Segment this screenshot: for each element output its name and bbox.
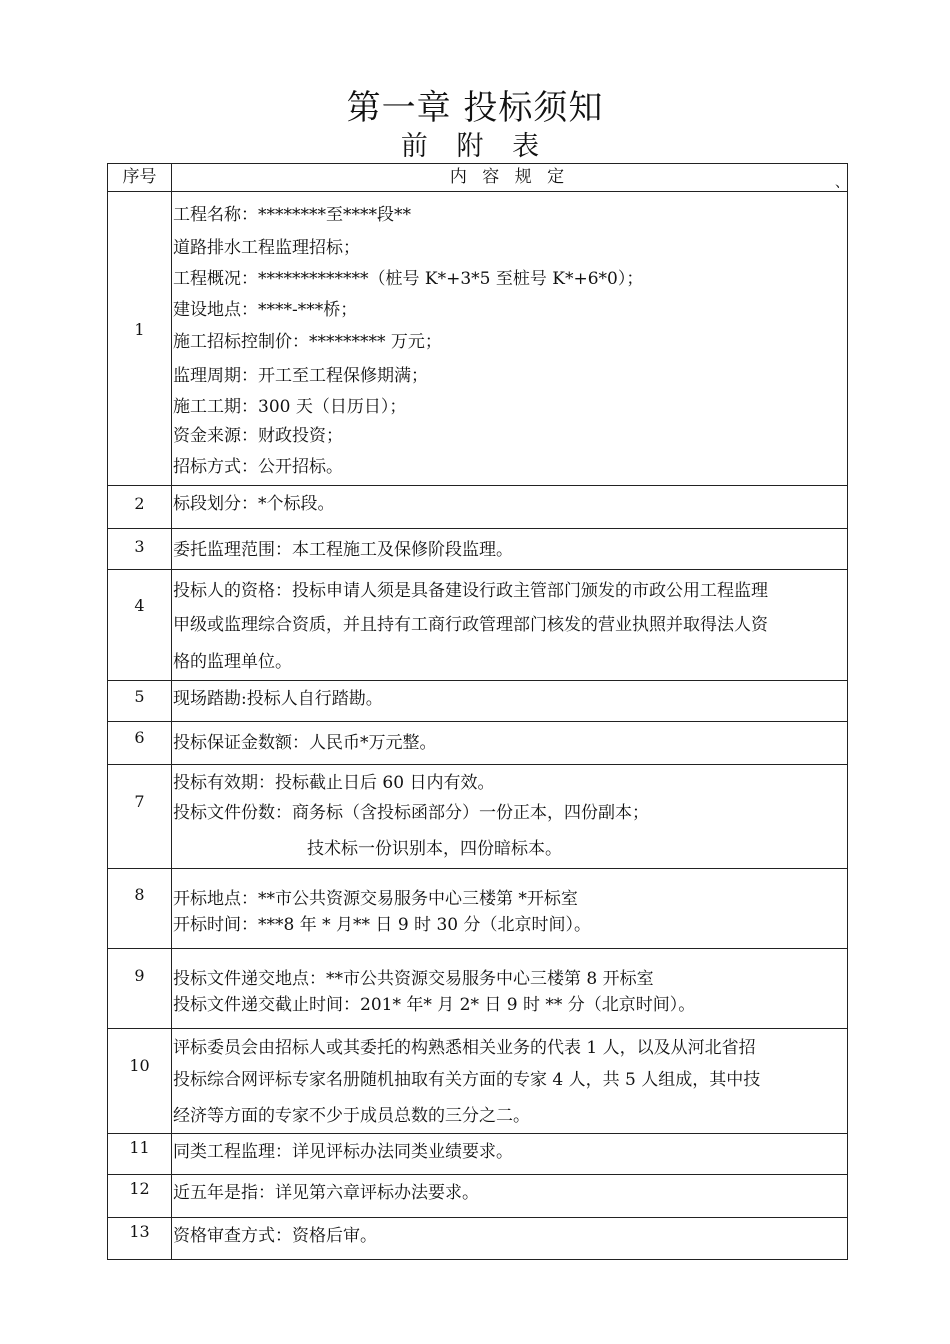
- table-row: [108, 765, 848, 869]
- header-mark: 、: [835, 175, 849, 191]
- table-row: [108, 486, 848, 529]
- row-number: 7: [108, 765, 172, 869]
- table-header-row: [108, 164, 848, 192]
- row-content: [172, 1218, 848, 1260]
- row-content: [172, 486, 848, 529]
- content-line: 投标保证金数额：人民币*万元整。: [173, 733, 437, 753]
- content-line: 委托监理范围：本工程施工及保修阶段监理。: [173, 540, 513, 560]
- chapter-title: 第一章 投标须知: [346, 88, 604, 128]
- content-line: 开标地点：**市公共资源交易服务中心三楼第 *开标室: [173, 889, 578, 909]
- table-row: [108, 192, 848, 486]
- content-line: 资格审查方式：资格后审。: [173, 1226, 377, 1246]
- row-content: [172, 1175, 848, 1218]
- content-line: 格的监理单位。: [173, 652, 292, 672]
- row-content: [172, 722, 848, 765]
- row-content: [172, 192, 848, 486]
- content-line: 经济等方面的专家不少于成员总数的三分之二。: [173, 1106, 530, 1126]
- content-line: 投标人的资格：投标申请人须是具备建设行政主管部门颁发的市政公用工程监理: [173, 581, 768, 601]
- content-line: 资金来源：财政投资；: [173, 426, 343, 446]
- content-line: 开标时间：***8 年 * 月** 日 9 时 30 分（北京时间）。: [173, 915, 591, 935]
- content-line: 投标文件递交地点：**市公共资源交易服务中心三楼第 8 开标室: [173, 969, 654, 989]
- content-line: 招标方式：公开招标。: [173, 457, 343, 477]
- content-line: 施工招标控制价：********* 万元；: [173, 332, 442, 352]
- table-title: 前 附 表: [400, 131, 550, 162]
- content-line: 监理周期：开工至工程保修期满；: [173, 366, 428, 386]
- content-line: 同类工程监理：详见评标办法同类业绩要求。: [173, 1142, 513, 1162]
- table-row: [108, 949, 848, 1029]
- content-line: 道路排水工程监理招标；: [173, 238, 360, 258]
- content-line: 工程概况：*************（桩号 K*+3*5 至桩号 K*+6*0）；: [173, 269, 644, 289]
- content-line: 现场踏勘:投标人自行踏勘。: [173, 689, 383, 709]
- row-content: [172, 570, 848, 681]
- row-number: 11: [108, 1134, 172, 1175]
- row-content: [172, 681, 848, 722]
- table-row: [108, 1218, 848, 1260]
- content-line: 投标综合网评标专家名册随机抽取有关方面的专家 4 人，共 5 人组成，其中技: [173, 1070, 761, 1090]
- content-line: 建设地点：****-***桥；: [173, 300, 358, 320]
- appendix-table: [107, 163, 848, 1260]
- table-row: [108, 570, 848, 681]
- content-line: 投标文件递交截止时间：201* 年* 月 2* 日 9 时 ** 分（北京时间）。: [173, 995, 696, 1015]
- header-content: [172, 164, 848, 192]
- row-number: 12: [108, 1175, 172, 1218]
- content-line: 标段划分：*个标段。: [173, 494, 335, 514]
- content-line: 甲级或监理综合资质，并且持有工商行政管理部门核发的营业执照并取得法人资: [173, 615, 768, 635]
- row-content: [172, 765, 848, 869]
- content-line: 投标文件份数：商务标（含投标函部分）一份正本，四份副本；: [173, 803, 649, 823]
- row-number: 5: [108, 681, 172, 722]
- table-row: [108, 1029, 848, 1134]
- row-number: 9: [108, 949, 172, 1029]
- row-content: [172, 529, 848, 570]
- row-number: 2: [108, 486, 172, 529]
- table-row: [108, 869, 848, 949]
- table-row: [108, 722, 848, 765]
- table-row: [108, 529, 848, 570]
- content-line: 技术标一份识别本，四份暗标本。: [307, 839, 562, 859]
- row-number: 10: [108, 1029, 172, 1134]
- table-row: [108, 681, 848, 722]
- table-row: [108, 1134, 848, 1175]
- row-content: [172, 1029, 848, 1134]
- table-row: [108, 1175, 848, 1218]
- row-content: [172, 949, 848, 1029]
- content-line: 施工工期：300 天（日历日）；: [173, 397, 407, 417]
- row-number: 6: [108, 722, 172, 765]
- content-line: 投标有效期：投标截止日后 60 日内有效。: [173, 773, 495, 793]
- row-content: [172, 869, 848, 949]
- row-number: 1: [108, 192, 172, 486]
- content-line: 近五年是指：详见第六章评标办法要求。: [173, 1183, 479, 1203]
- header-content-label: 内 容 规 定: [449, 167, 570, 187]
- row-number: 3: [108, 529, 172, 570]
- content-line: 评标委员会由招标人或其委托的构熟悉相关业务的代表 1 人，以及从河北省招: [173, 1038, 756, 1058]
- row-number: 4: [108, 570, 172, 681]
- row-number: 8: [108, 869, 172, 949]
- header-no: 序号: [108, 164, 172, 192]
- row-content: [172, 1134, 848, 1175]
- row-number: 13: [108, 1218, 172, 1260]
- content-line: 工程名称：********至****段**: [173, 205, 411, 225]
